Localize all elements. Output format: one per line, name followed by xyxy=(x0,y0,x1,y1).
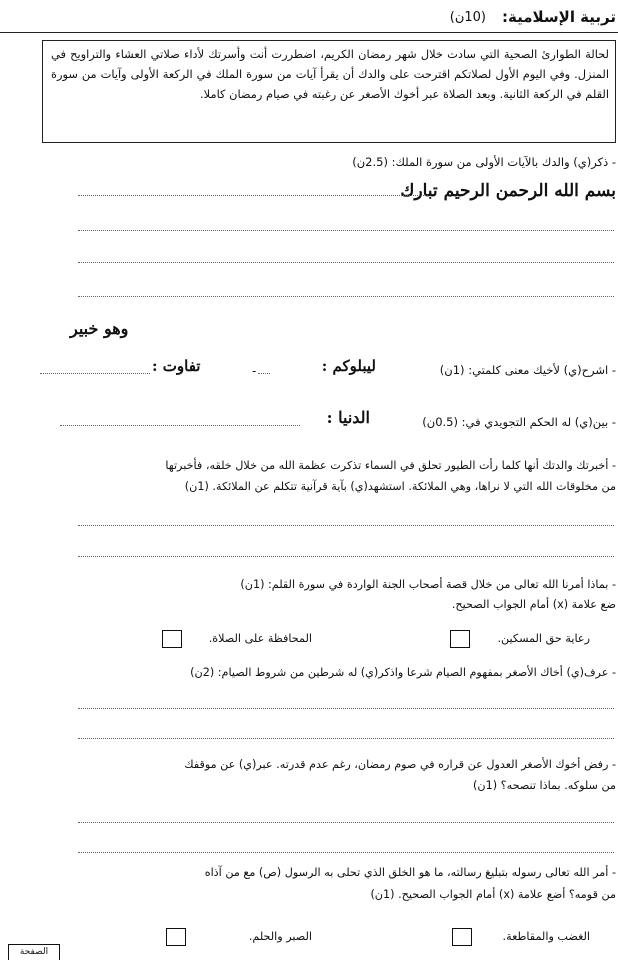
answer-line[interactable] xyxy=(78,525,614,526)
answer-line[interactable] xyxy=(78,708,614,709)
answer-line[interactable] xyxy=(60,425,300,426)
situation-text: لحالة الطوارئ الصحية التي سادت خلال شهر رمضان الكريم، اضطررت أنت وأسرتك لأداء صلاتي العشاء والتراويح في المنزل. وفي اليوم الأول لصلاتكم اقترحت على والدك أن يقرأ آيات من سورة الملك في الركعة الأولى وآيات من سورة القلم في الركعة الثانية. وبعد الصلاة عبر أخوك الأصغر عن رغبته في صيام رمضان كاملا. xyxy=(51,47,609,101)
answer-line[interactable] xyxy=(78,230,614,231)
answer-line[interactable] xyxy=(78,556,614,557)
question-5-option-2: المحافظة على الصلاة. xyxy=(208,632,312,645)
page-label: الصفحة xyxy=(19,947,49,957)
question-8-option-1: الغضب والمقاطعة. xyxy=(502,930,590,943)
question-2-word-1: ليبلوكم : xyxy=(321,357,376,375)
situation-box xyxy=(42,40,616,143)
section-title: تربية الإسلامية: xyxy=(502,8,616,26)
answer-line[interactable] xyxy=(78,262,614,263)
answer-line[interactable] xyxy=(78,296,614,297)
question-8-option-1-checkbox[interactable] xyxy=(452,928,472,946)
question-5-line-1: - بماذا أمرنا الله تعالى من خلال قصة أصحاب الجنة الواردة في سورة القلم: (1ن) xyxy=(240,578,616,591)
page-number-box xyxy=(8,944,60,960)
question-8-option-2: الصبر والحلم. xyxy=(248,930,312,943)
question-6-label: - عرف(ي) أخاك الأصغر بمفهوم الصيام شرعا واذكر(ي) له شرطين من شروط الصيام: (2ن) xyxy=(190,666,616,679)
question-4-line-2: من مخلوقات الله التي لا نراها، وهي الملائكة. استشهد(ي) بآية قرآنية تتكلم عن الملائكة. (1ن) xyxy=(184,480,616,493)
answer-line[interactable] xyxy=(78,738,614,739)
question-3-word: الدنيا : xyxy=(326,408,370,427)
question-3-label: - بين(ي) له الحكم التجويدي في: (0.5ن) xyxy=(422,415,616,429)
question-4-line-1: - أخبرتك والدتك أنها كلما رأت الطيور تحلق في السماء تذكرت عظمة الله من خلال خلقه، فأخبرتها xyxy=(165,459,616,472)
separator-dash: - xyxy=(252,364,257,378)
question-1-ending: وهو خبير xyxy=(70,319,129,338)
question-7-line-1: - رفض أخوك الأصغر العدول عن قراره في صوم رمضان، رغم عدم قدرته. عبر(ي) عن موقفك xyxy=(184,758,616,771)
question-5-option-1: رعاية حق المسكين. xyxy=(497,632,590,645)
question-1-label: - ذكر(ي) والدك بالآيات الأولى من سورة الملك: (2.5ن) xyxy=(352,155,616,169)
answer-line[interactable] xyxy=(78,195,428,196)
section-score: (10ن) xyxy=(449,10,486,25)
header-divider xyxy=(0,32,618,33)
question-1-basmala: بسم الله الرحمن الرحيم تبارك xyxy=(400,181,616,201)
question-2-word-2: تفاوت : xyxy=(152,357,201,375)
answer-line[interactable] xyxy=(40,373,150,374)
answer-line[interactable] xyxy=(78,822,614,823)
question-5-line-2: ضع علامة (x) أمام الجواب الصحيح. xyxy=(451,598,616,611)
question-2-label: - اشرح(ي) لأخيك معنى كلمتي: (1ن) xyxy=(439,363,616,377)
question-5-option-2-checkbox[interactable] xyxy=(162,630,182,648)
question-7-line-2: من سلوكه. بماذا تنصحه؟ (1ن) xyxy=(473,779,616,792)
answer-line[interactable] xyxy=(78,852,614,853)
answer-line[interactable] xyxy=(258,373,270,374)
question-5-option-1-checkbox[interactable] xyxy=(450,630,470,648)
question-8-option-2-checkbox[interactable] xyxy=(166,928,186,946)
question-8-line-1: - أمر الله تعالى رسوله بتبليغ رسالته، ما هو الخلق الذي تحلى به الرسول (ص) مع من آذاه xyxy=(204,866,616,879)
question-8-line-2: من قومه؟ أضع علامة (x) أمام الجواب الصحيح. (1ن) xyxy=(370,888,616,901)
